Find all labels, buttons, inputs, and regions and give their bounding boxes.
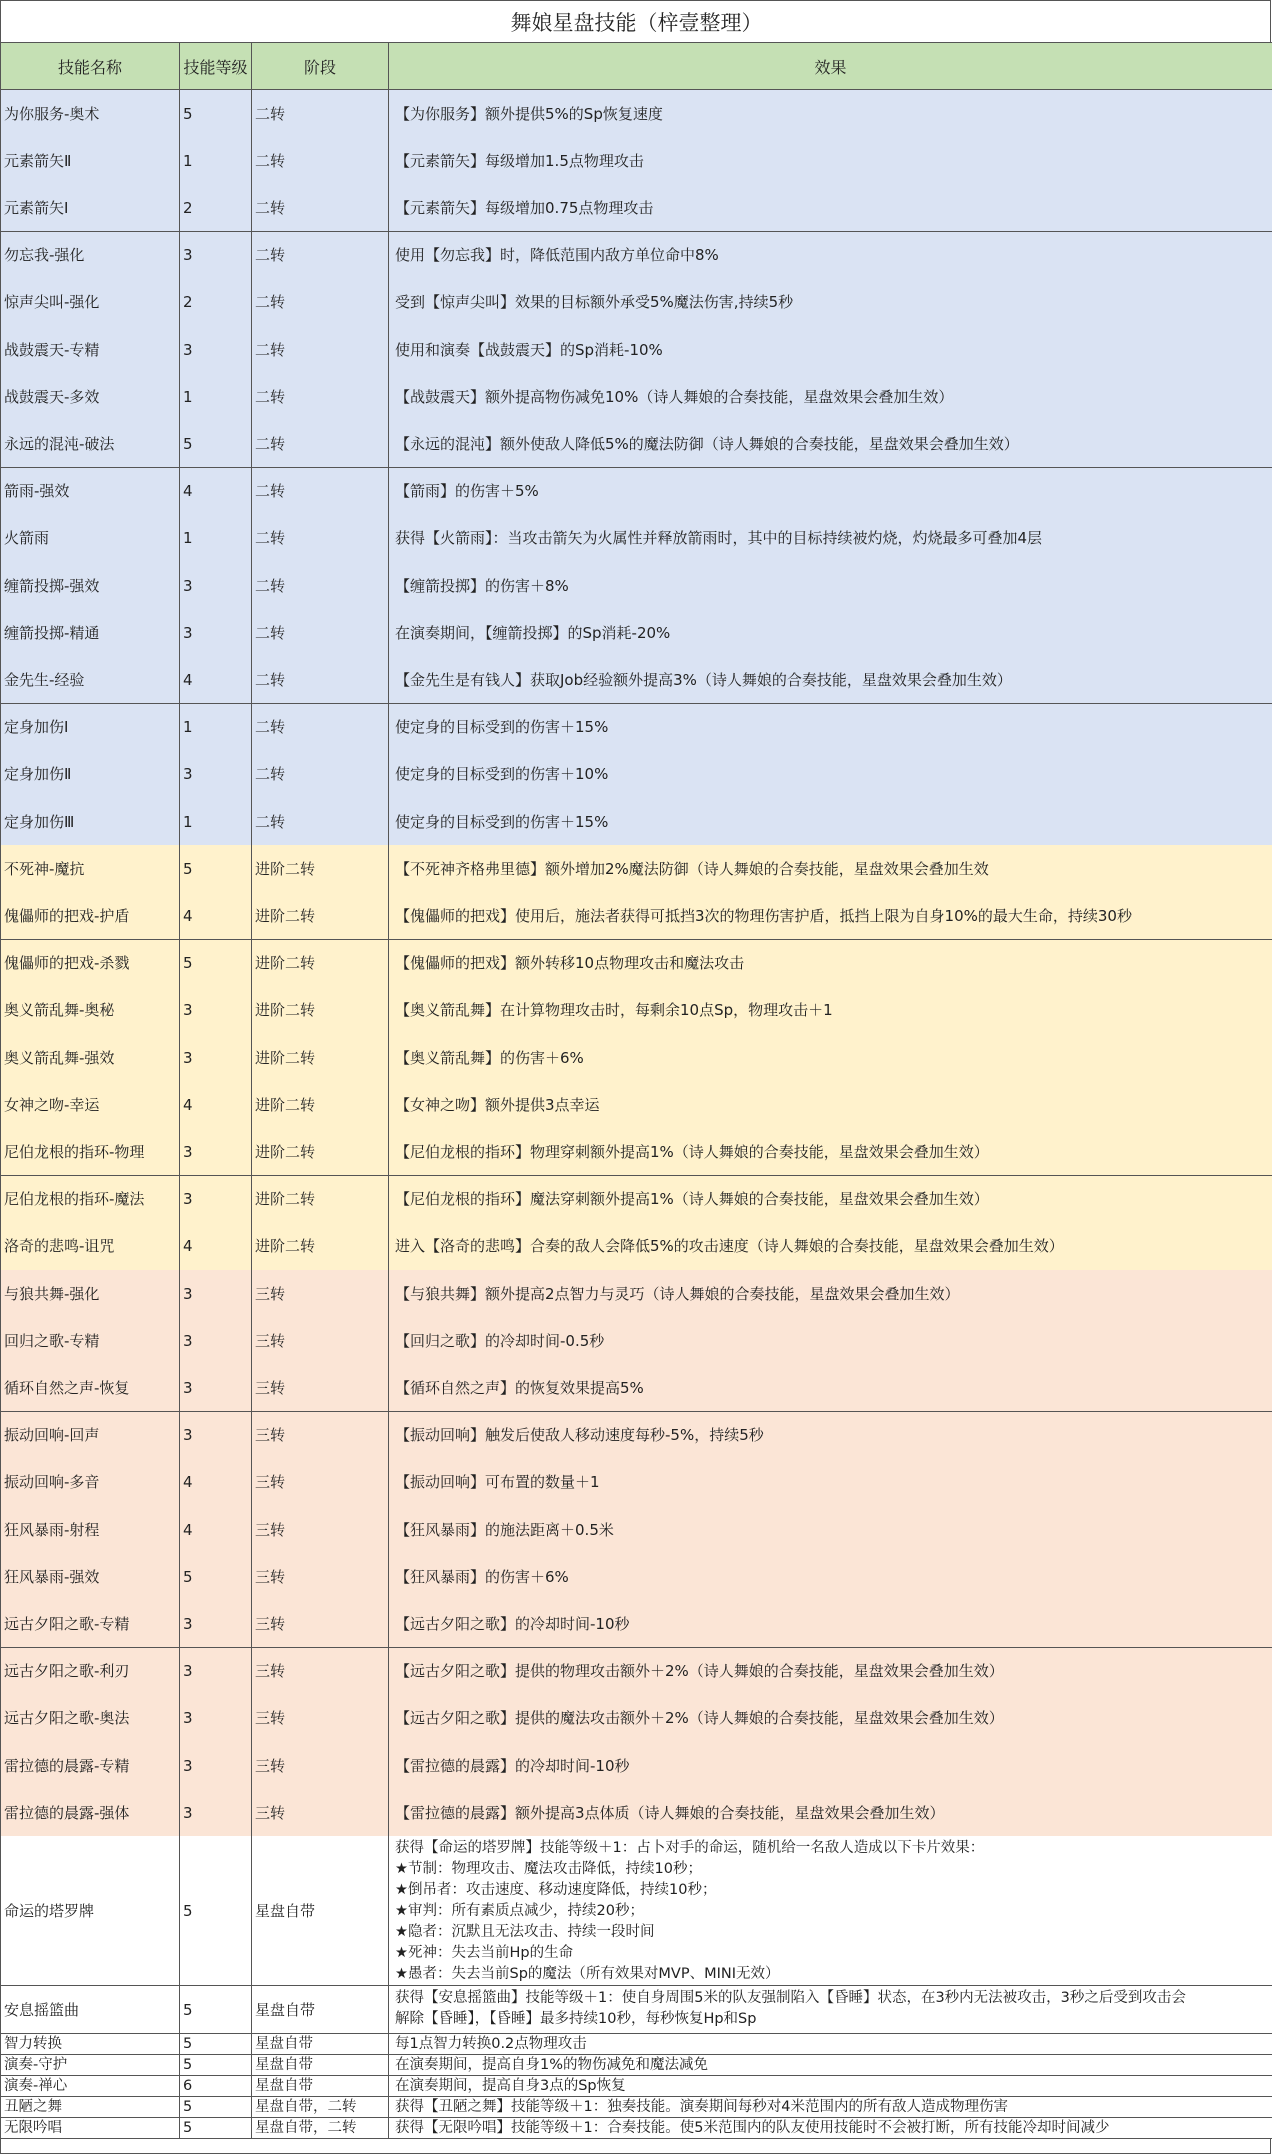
skill-level-cell: 3 (180, 987, 252, 1035)
effect-cell: 【元素箭矢】每级增加1.5点物理攻击 (389, 137, 1272, 185)
stage-cell: 进阶二转 (252, 1034, 389, 1082)
stage-cell: 星盘自带，二转 (252, 2097, 389, 2118)
effect-cell: 【元素箭矢】每级增加0.75点物理攻击 (389, 184, 1272, 232)
effect-cell: 【雷拉德的晨露】额外提高3点体质（诗人舞娘的合奏技能，星盘效果会叠加生效） (389, 1789, 1272, 1837)
stage-cell: 星盘自带，二转 (252, 2118, 389, 2139)
skill-level-cell: 4 (180, 1081, 252, 1129)
skill-name-cell: 回归之歌-专精 (1, 1317, 180, 1365)
skill-name-cell: 无限吟唱 (1, 2118, 180, 2139)
stage-cell: 星盘自带 (252, 2034, 389, 2055)
header-skill-name: 技能名称 (1, 43, 180, 90)
stage-cell: 二转 (252, 751, 389, 799)
effect-cell: 【金先生是有钱人】获取Job经验额外提高3%（诗人舞娘的合奏技能，星盘效果会叠加生效） (389, 656, 1272, 704)
effect-cell: 【循环自然之声】的恢复效果提高5% (389, 1364, 1272, 1412)
skill-name-cell: 傀儡师的把戏-护盾 (1, 892, 180, 940)
stage-cell: 二转 (252, 656, 389, 704)
skill-name-cell: 定身加伤Ⅲ (1, 798, 180, 846)
effect-cell: 【振动回响】可布置的数量＋1 (389, 1459, 1272, 1507)
stage-cell: 二转 (252, 468, 389, 516)
skill-name-cell: 命运的塔罗牌 (1, 1836, 180, 1986)
effect-cell: 【远古夕阳之歌】提供的物理攻击额外＋2%（诗人舞娘的合奏技能，星盘效果会叠加生效） (389, 1648, 1272, 1696)
skill-name-cell: 雷拉德的晨露-强体 (1, 1789, 180, 1837)
skill-level-cell: 3 (180, 1789, 252, 1837)
skill-level-cell: 3 (180, 1364, 252, 1412)
skill-name-cell: 傀儡师的把戏-杀戮 (1, 940, 180, 988)
effect-cell: 【傀儡师的把戏】额外转移10点物理攻击和魔法攻击 (389, 940, 1272, 988)
skill-name-cell: 演奏-禅心 (1, 2076, 180, 2097)
skill-level-cell: 5 (180, 2034, 252, 2055)
effect-cell: 【箭雨】的伤害＋5% (389, 468, 1272, 516)
skill-name-cell: 奥义箭乱舞-奥秘 (1, 987, 180, 1035)
skill-level-cell: 2 (180, 279, 252, 327)
skill-level-cell: 3 (180, 1128, 252, 1176)
skill-level-cell: 3 (180, 1270, 252, 1318)
skill-level-cell: 3 (180, 1600, 252, 1648)
effect-cell: 获得【火箭雨】：当攻击箭矢为火属性并释放箭雨时，其中的目标持续被灼烧，灼烧最多可叠加4层 (389, 515, 1272, 563)
effect-cell: 使定身的目标受到的伤害＋10% (389, 751, 1272, 799)
skill-name-cell: 狂风暴雨-强效 (1, 1553, 180, 1601)
effect-cell: 在演奏期间，【缠箭投掷】的Sp消耗-20% (389, 609, 1272, 657)
effect-cell: 进入【洛奇的悲鸣】合奏的敌人会降低5%的攻击速度（诗人舞娘的合奏技能，星盘效果会叠加生效） (389, 1223, 1272, 1271)
effect-cell: 获得【丑陋之舞】技能等级＋1：独奏技能。演奏期间每秒对4米范围内的所有敌人造成物理伤害 (389, 2097, 1272, 2118)
skill-name-cell: 永远的混沌-破法 (1, 420, 180, 468)
skill-name-cell: 远古夕阳之歌-利刃 (1, 1648, 180, 1696)
stage-cell: 星盘自带 (252, 1836, 389, 1986)
effect-cell: 使定身的目标受到的伤害＋15% (389, 704, 1272, 752)
skill-name-cell: 尼伯龙根的指环-物理 (1, 1128, 180, 1176)
skill-name-cell: 振动回响-多音 (1, 1459, 180, 1507)
stage-cell: 二转 (252, 420, 389, 468)
effect-cell: 在演奏期间，提高自身1%的物伤减免和魔法减免 (389, 2055, 1272, 2076)
stage-cell: 星盘自带 (252, 2076, 389, 2097)
header-effect: 效果 (389, 43, 1272, 90)
effect-cell: 【女神之吻】额外提供3点幸运 (389, 1081, 1272, 1129)
skill-level-cell: 5 (180, 940, 252, 988)
effect-cell: 使用【勿忘我】时，降低范围内敌方单位命中8% (389, 232, 1272, 280)
skill-name-cell: 定身加伤Ⅱ (1, 751, 180, 799)
effect-cell: 获得【命运的塔罗牌】技能等级＋1：占卜对手的命运，随机给一名敌人造成以下卡片效果： ★节制：物理攻击、魔法攻击降低，持续10秒； ★倒吊者：攻击速度、移动速度降低，持续10秒； ★审判：所有素质点减少，持续20秒； ★隐者：沉默且无法攻击、持续一段时间 ★死神：失去当前Hp的生命 ★愚者：失去当前Sp的魔法（所有效果对MVP、MINI无效） (389, 1836, 1272, 1986)
stage-cell: 二转 (252, 562, 389, 610)
stage-cell: 二转 (252, 326, 389, 374)
skill-name-cell: 元素箭矢Ⅱ (1, 137, 180, 185)
skill-level-cell: 1 (180, 373, 252, 421)
skill-name-cell: 振动回响-回声 (1, 1412, 180, 1460)
skill-level-cell: 1 (180, 515, 252, 563)
skill-name-cell: 智力转换 (1, 2034, 180, 2055)
stage-cell: 三转 (252, 1270, 389, 1318)
stage-cell: 三转 (252, 1364, 389, 1412)
stage-cell: 三转 (252, 1742, 389, 1790)
skill-level-cell: 3 (180, 326, 252, 374)
stage-cell: 二转 (252, 279, 389, 327)
skill-level-cell: 1 (180, 137, 252, 185)
stage-cell: 三转 (252, 1553, 389, 1601)
skill-name-cell: 远古夕阳之歌-奥法 (1, 1695, 180, 1743)
skill-name-cell: 火箭雨 (1, 515, 180, 563)
skill-level-cell: 3 (180, 751, 252, 799)
skill-level-cell: 3 (180, 562, 252, 610)
effect-cell: 受到【惊声尖叫】效果的目标额外承受5%魔法伤害,持续5秒 (389, 279, 1272, 327)
stage-cell: 三转 (252, 1506, 389, 1554)
skill-name-cell: 尼伯龙根的指环-魔法 (1, 1176, 180, 1224)
skill-level-cell: 3 (180, 1412, 252, 1460)
skill-level-cell: 5 (180, 420, 252, 468)
skill-level-cell: 2 (180, 184, 252, 232)
skill-name-cell: 缠箭投掷-精通 (1, 609, 180, 657)
effect-cell: 【狂风暴雨】的施法距离＋0.5米 (389, 1506, 1272, 1554)
skill-level-cell: 3 (180, 1317, 252, 1365)
stage-cell: 二转 (252, 515, 389, 563)
stage-cell: 二转 (252, 137, 389, 185)
effect-cell: 【战鼓震天】额外提高物伤减免10%（诗人舞娘的合奏技能，星盘效果会叠加生效） (389, 373, 1272, 421)
skill-name-cell: 远古夕阳之歌-专精 (1, 1600, 180, 1648)
skill-name-cell: 为你服务-奥术 (1, 90, 180, 138)
effect-cell: 【雷拉德的晨露】的冷却时间-10秒 (389, 1742, 1272, 1790)
skill-level-cell: 3 (180, 1034, 252, 1082)
skill-level-cell: 5 (180, 1836, 252, 1986)
stage-cell: 三转 (252, 1412, 389, 1460)
skill-level-cell: 6 (180, 2076, 252, 2097)
stage-cell: 二转 (252, 90, 389, 138)
skill-name-cell: 安息摇篮曲 (1, 1986, 180, 2034)
skill-name-cell: 箭雨-强效 (1, 468, 180, 516)
effect-cell: 【缠箭投掷】的伤害＋8% (389, 562, 1272, 610)
effect-cell: 【奥义箭乱舞】的伤害＋6% (389, 1034, 1272, 1082)
effect-cell: 【永远的混沌】额外使敌人降低5%的魔法防御（诗人舞娘的合奏技能，星盘效果会叠加生效） (389, 420, 1272, 468)
stage-cell: 三转 (252, 1695, 389, 1743)
skill-name-cell: 元素箭矢Ⅰ (1, 184, 180, 232)
effect-cell: 【尼伯龙根的指环】物理穿刺额外提高1%（诗人舞娘的合奏技能，星盘效果会叠加生效） (389, 1128, 1272, 1176)
skill-level-cell: 5 (180, 2055, 252, 2076)
stage-cell: 星盘自带 (252, 2055, 389, 2076)
skill-name-cell: 丑陋之舞 (1, 2097, 180, 2118)
skill-level-cell: 5 (180, 1553, 252, 1601)
skill-name-cell: 战鼓震天-多效 (1, 373, 180, 421)
skill-level-cell: 4 (180, 468, 252, 516)
skill-name-cell: 演奏-守护 (1, 2055, 180, 2076)
effect-cell: 【与狼共舞】额外提高2点智力与灵巧（诗人舞娘的合奏技能，星盘效果会叠加生效） (389, 1270, 1272, 1318)
skill-level-cell: 5 (180, 2097, 252, 2118)
skill-level-cell: 4 (180, 656, 252, 704)
skill-level-cell: 4 (180, 1459, 252, 1507)
skill-name-cell: 与狼共舞-强化 (1, 1270, 180, 1318)
skill-level-cell: 4 (180, 892, 252, 940)
stage-cell: 进阶二转 (252, 1081, 389, 1129)
effect-cell: 获得【无限吟唱】技能等级＋1：合奏技能。使5米范围内的队友使用技能时不会被打断，所有技能冷却时间减少 (389, 2118, 1272, 2139)
effect-cell: 【远古夕阳之歌】的冷却时间-10秒 (389, 1600, 1272, 1648)
effect-cell: 使用和演奏【战鼓震天】的Sp消耗-10% (389, 326, 1272, 374)
stage-cell: 三转 (252, 1459, 389, 1507)
effect-cell: 【振动回响】触发后使敌人移动速度每秒-5%，持续5秒 (389, 1412, 1272, 1460)
stage-cell: 三转 (252, 1789, 389, 1837)
skill-name-cell: 洛奇的悲鸣-诅咒 (1, 1223, 180, 1271)
effect-cell: 【奥义箭乱舞】在计算物理攻击时，每剩余10点Sp，物理攻击＋1 (389, 987, 1272, 1035)
skill-name-cell: 雷拉德的晨露-专精 (1, 1742, 180, 1790)
stage-cell: 三转 (252, 1600, 389, 1648)
skill-level-cell: 3 (180, 1648, 252, 1696)
stage-cell: 进阶二转 (252, 845, 389, 893)
skill-name-cell: 战鼓震天-专精 (1, 326, 180, 374)
skill-level-cell: 3 (180, 232, 252, 280)
table-title: 舞娘星盘技能（梓壹整理） (1, 1, 1272, 43)
stage-cell: 进阶二转 (252, 892, 389, 940)
stage-cell: 二转 (252, 704, 389, 752)
stage-cell: 二转 (252, 184, 389, 232)
skill-level-cell: 5 (180, 845, 252, 893)
effect-cell: 【回归之歌】的冷却时间-0.5秒 (389, 1317, 1272, 1365)
header-skill-level: 技能等级 (180, 43, 252, 90)
skill-level-cell: 4 (180, 1223, 252, 1271)
effect-cell: 获得【安息摇篮曲】技能等级＋1：使自身周围5米的队友强制陷入【昏睡】状态，在3秒内无法被攻击，3秒之后受到攻击会 解除【昏睡】，【昏睡】最多持续10秒，每秒恢复Hp和Sp (389, 1986, 1272, 2034)
skill-name-cell: 金先生-经验 (1, 656, 180, 704)
effect-cell: 【傀儡师的把戏】使用后，施法者获得可抵挡3次的物理伤害护盾，抵挡上限为自身10%的最大生命，持续30秒 (389, 892, 1272, 940)
skill-name-cell: 奥义箭乱舞-强效 (1, 1034, 180, 1082)
stage-cell: 二转 (252, 798, 389, 846)
stage-cell: 三转 (252, 1317, 389, 1365)
stage-cell: 进阶二转 (252, 1128, 389, 1176)
effect-cell: 【远古夕阳之歌】提供的魔法攻击额外＋2%（诗人舞娘的合奏技能，星盘效果会叠加生效） (389, 1695, 1272, 1743)
skill-level-cell: 3 (180, 1176, 252, 1224)
stage-cell: 二转 (252, 609, 389, 657)
stage-cell: 进阶二转 (252, 1176, 389, 1224)
stage-cell: 三转 (252, 1648, 389, 1696)
effect-cell: 【不死神齐格弗里德】额外增加2%魔法防御（诗人舞娘的合奏技能，星盘效果会叠加生效 (389, 845, 1272, 893)
header-stage: 阶段 (252, 43, 389, 90)
skill-name-cell: 缠箭投掷-强效 (1, 562, 180, 610)
skill-name-cell: 不死神-魔抗 (1, 845, 180, 893)
skill-name-cell: 惊声尖叫-强化 (1, 279, 180, 327)
skill-level-cell: 1 (180, 704, 252, 752)
skill-level-cell: 3 (180, 1695, 252, 1743)
skill-level-cell: 3 (180, 609, 252, 657)
skill-name-cell: 女神之吻-幸运 (1, 1081, 180, 1129)
skill-name-cell: 定身加伤Ⅰ (1, 704, 180, 752)
stage-cell: 二转 (252, 232, 389, 280)
skill-level-cell: 3 (180, 1742, 252, 1790)
stage-cell: 进阶二转 (252, 1223, 389, 1271)
skill-name-cell: 狂风暴雨-射程 (1, 1506, 180, 1554)
stage-cell: 二转 (252, 373, 389, 421)
effect-cell: 每1点智力转换0.2点物理攻击 (389, 2034, 1272, 2055)
effect-cell: 【尼伯龙根的指环】魔法穿刺额外提高1%（诗人舞娘的合奏技能，星盘效果会叠加生效） (389, 1176, 1272, 1224)
skill-level-cell: 1 (180, 798, 252, 846)
skill-level-cell: 4 (180, 1506, 252, 1554)
effect-cell: 【狂风暴雨】的伤害＋6% (389, 1553, 1272, 1601)
skill-name-cell: 循环自然之声-恢复 (1, 1364, 180, 1412)
effect-cell: 【为你服务】额外提供5%的Sp恢复速度 (389, 90, 1272, 138)
skill-level-cell: 5 (180, 1986, 252, 2034)
skill-level-cell: 5 (180, 2118, 252, 2139)
effect-cell: 使定身的目标受到的伤害＋15% (389, 798, 1272, 846)
effect-cell: 在演奏期间，提高自身3点的Sp恢复 (389, 2076, 1272, 2097)
stage-cell: 星盘自带 (252, 1986, 389, 2034)
stage-cell: 进阶二转 (252, 987, 389, 1035)
skill-level-cell: 5 (180, 90, 252, 138)
skill-name-cell: 勿忘我-强化 (1, 232, 180, 280)
stage-cell: 进阶二转 (252, 940, 389, 988)
